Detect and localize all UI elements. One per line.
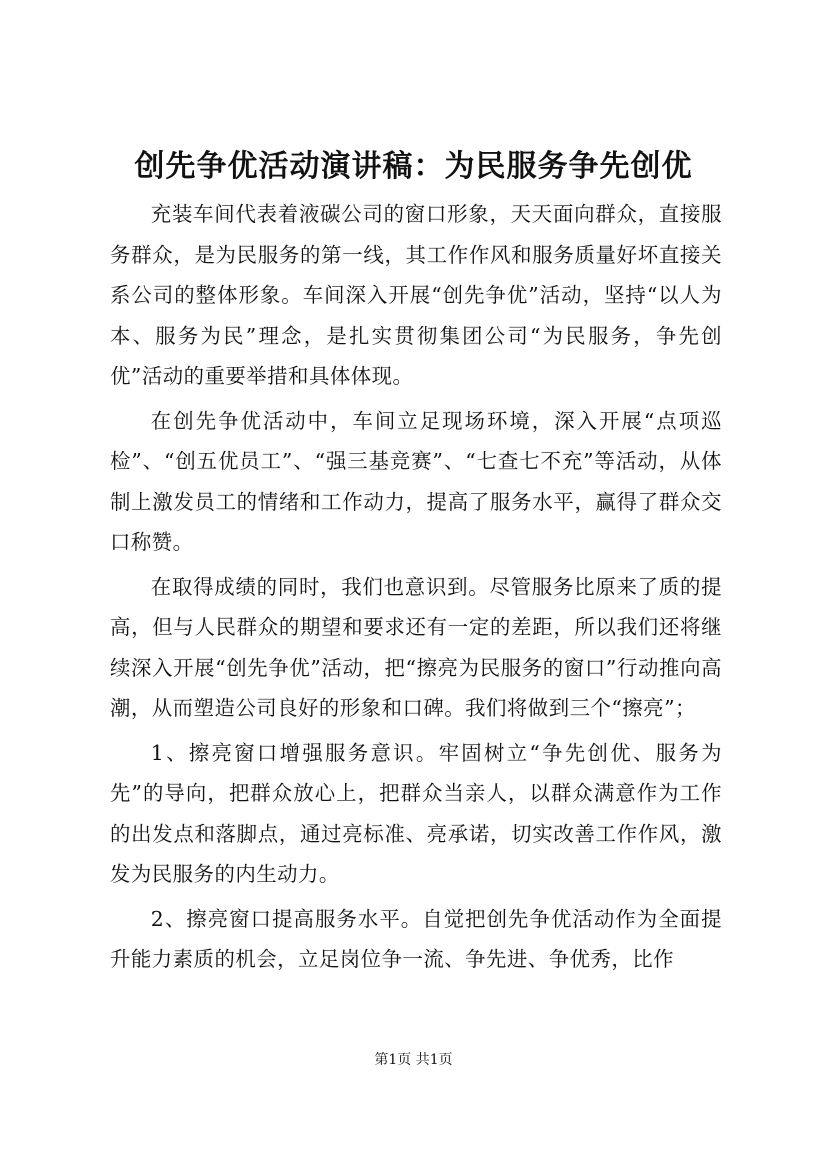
paragraph: 2、擦亮窗口提高服务水平。自觉把创先争优活动作为全面提升能力素质的机会，立足岗位争一流、争先进、争优秀，比作 — [110, 906, 722, 971]
paragraph: 1、擦亮窗口增强服务意识。牢固树立“争先创优、服务为先”的导向，把群众放心上，把群众当亲人，以群众满意作为工作的出发点和落脚点，通过亮标准、亮承诺，切实改善工作作风，激发为民服务的内生动力。 — [110, 740, 722, 886]
document-title: 创先争优活动演讲稿：为民服务争先创优 — [134, 149, 693, 184]
paragraph: 在创先争优活动中，车间立足现场环境，深入开展“点项巡检”、“创五优员工”、“强三基竞赛”、“七查七不充”等活动，从体制上激发员工的情绪和工作动力，提高了服务水平，赢得了群众交口称赞。 — [110, 408, 722, 554]
paragraph: 充装车间代表着液碳公司的窗口形象，天天面向群众，直接服务群众，是为民服务的第一线，其工作作风和服务质量好坏直接关系公司的整体形象。车间深入开展“创先争优”活动，坚持“以人为本、服务为民”理念，是扎实贯彻集团公司“为民服务，争先创优”活动的重要举措和具体体现。 — [110, 202, 722, 388]
page-number: 第1页 共1页 — [374, 1052, 453, 1068]
document-body — [110, 194, 722, 984]
page-footer — [0, 1050, 827, 1070]
paragraph: 在取得成绩的同时，我们也意识到。尽管服务比原来了质的提高，但与人民群众的期望和要求还有一定的差距，所以我们还将继续深入开展“创先争优”活动，把“擦亮为民服务的窗口”行动推向高潮，从而塑造公司良好的形象和口碑。我们将做到三个“擦亮”； — [110, 574, 722, 720]
